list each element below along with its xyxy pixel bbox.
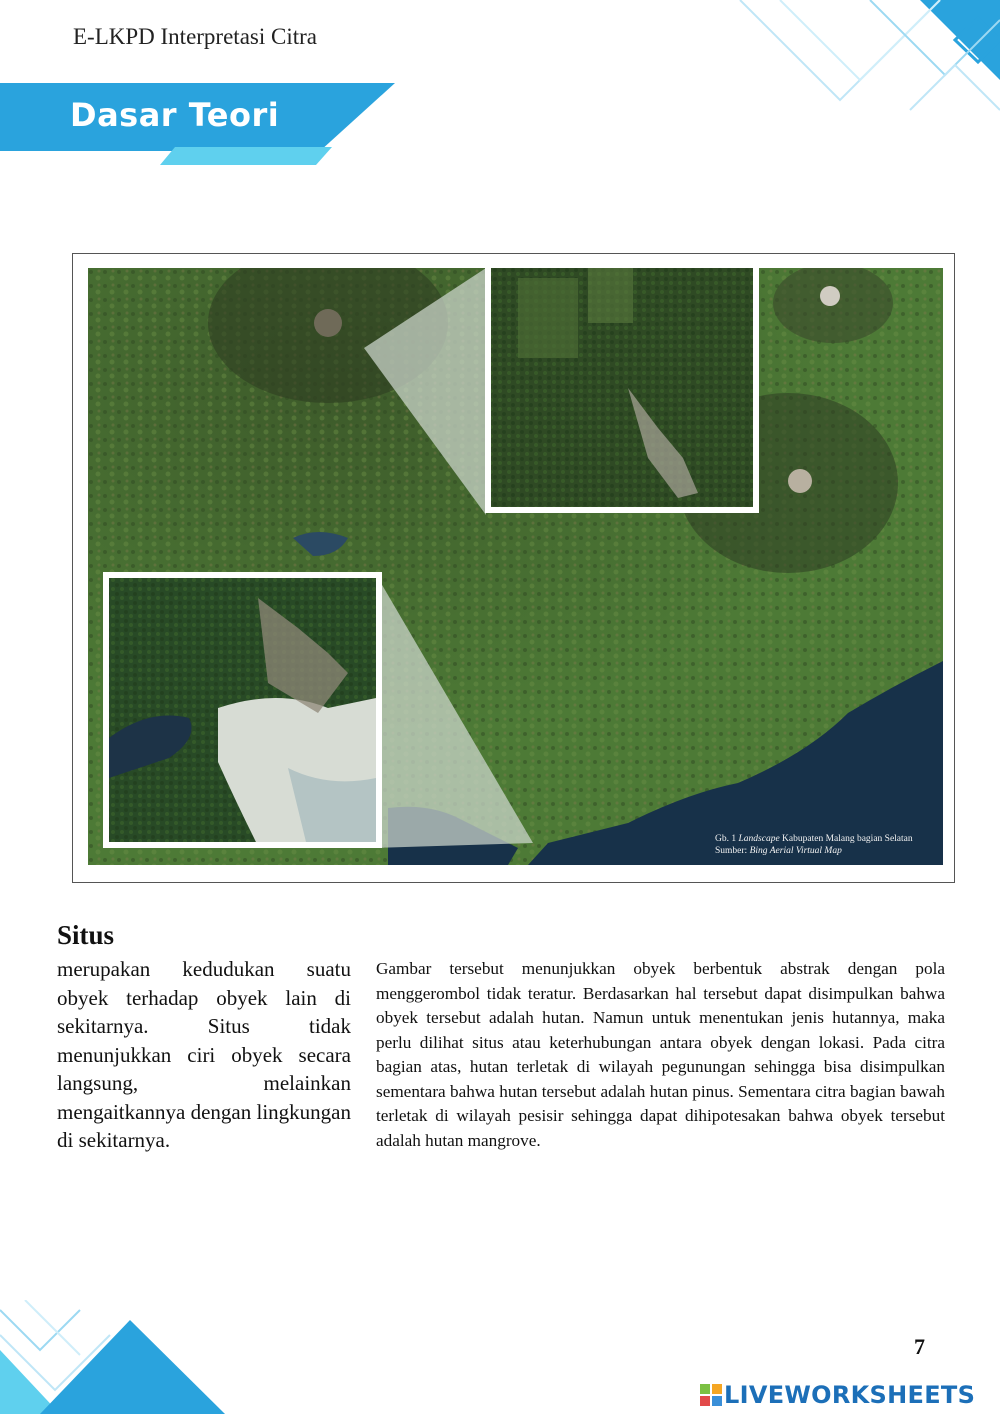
- section-definition: merupakan kedudukan suatu obyek terhadap obyek lain di sekitarnya. Situs tidak menunjukkan ciri obyek secara langsung, melainkan mengaitkannya dengan lingkungan di sekitarnya.: [57, 957, 351, 1152]
- section-heading: Situs: [57, 920, 115, 950]
- caption-line2-italic: Bing Aerial Virtual Map: [749, 846, 842, 856]
- corner-decoration-top-right: [710, 0, 1000, 130]
- satellite-landscape-image: [88, 268, 943, 865]
- caption-line1-suffix: Kabupaten Malang bagian Selatan: [779, 834, 913, 844]
- caption-line2-prefix: Sumber:: [715, 846, 750, 856]
- caption-line1-italic: Landscape: [738, 834, 780, 844]
- section-banner-title: Dasar Teori: [70, 96, 280, 134]
- corner-decoration-bottom-left: [0, 1300, 240, 1414]
- figure-caption: [715, 833, 913, 857]
- liveworksheets-brand-text: LIVEWORKSHEETS: [724, 1381, 976, 1409]
- liveworksheets-logo[interactable]: [700, 1381, 975, 1409]
- liveworksheets-logo-icon: [700, 1384, 722, 1406]
- document-header-title: E-LKPD Interpretasi Citra: [73, 24, 317, 49]
- page-number: 7: [914, 1334, 925, 1359]
- section-explanation: Gambar tersebut menunjukkan obyek berbentuk abstrak dengan pola menggerombol tidak teratur. Berdasarkan hal tersebut dapat disimpulkan bahwa obyek tersebut adalah hutan. Namun untuk menentukan jenis hutannya, maka perlu dilihat situs atau keterhubungan antara obyek dengan lokasi. Pada citra bagian atas, hutan terletak di wilayah pegunungan sehingga bisa disimpulkan sementara bahwa hutan tersebut adalah hutan pinus. Sementara citra bagian bawah terletak di wilayah pesisir sehingga dapat dihipotesakan bahwa obyek tersebut adalah hutan mangrove.: [376, 959, 945, 1150]
- caption-line1-prefix: Gb. 1: [715, 834, 739, 844]
